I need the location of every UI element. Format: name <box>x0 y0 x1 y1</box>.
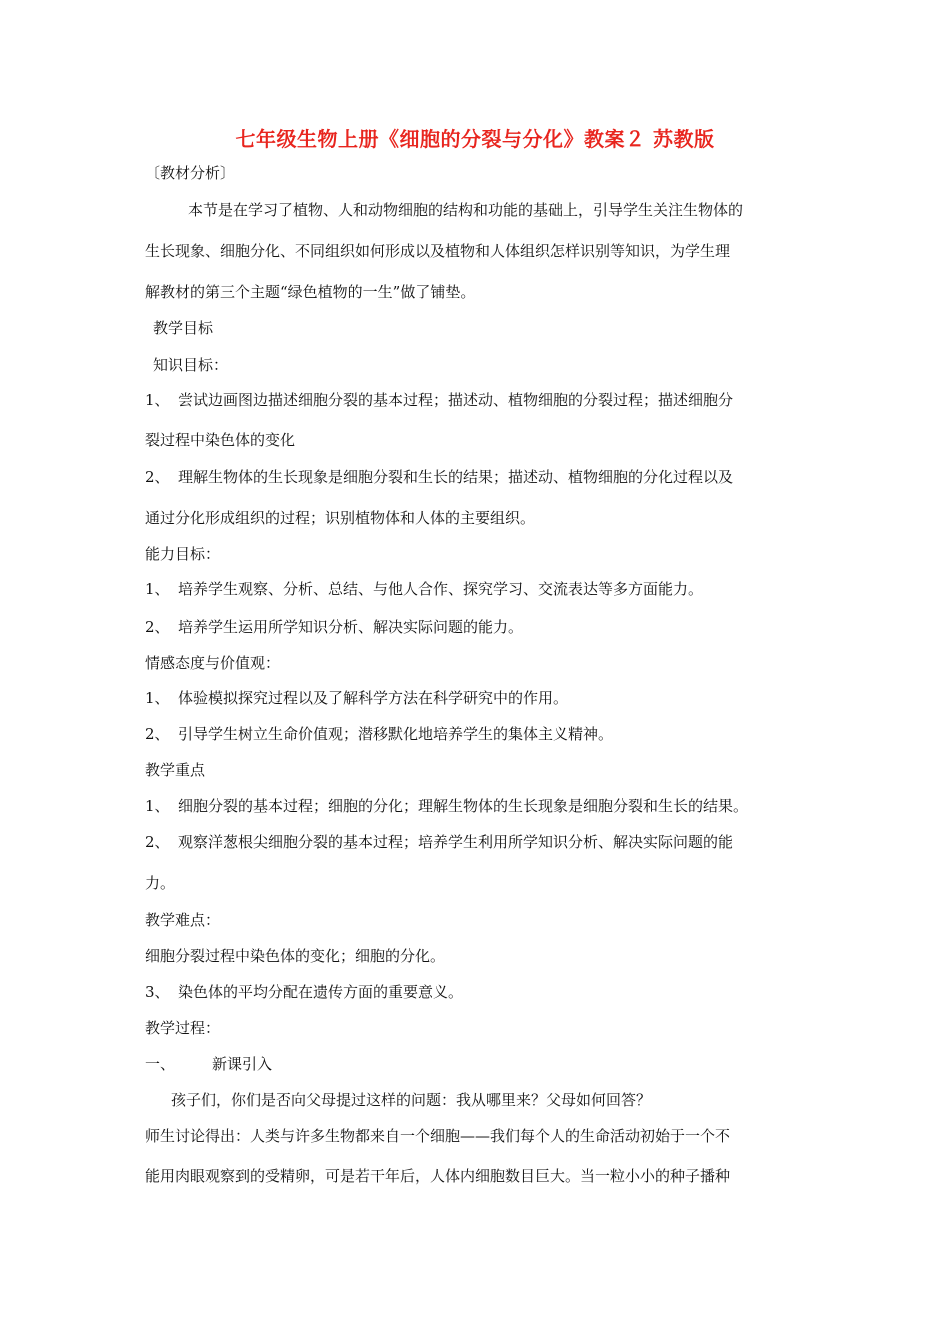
list-item <box>145 724 613 744</box>
subheading-emotion-goals: 情感态度与价值观： <box>145 654 281 672</box>
list-number: 2、 <box>145 725 170 743</box>
list-number: 1、 <box>145 391 170 409</box>
section-heading-key-points: 教学重点 <box>145 761 206 779</box>
paragraph-line: 裂过程中染色体的变化 <box>145 431 296 449</box>
paragraph-line: 师生讨论得出：人类与许多生物都来自一个细胞——我们每个人的生命活动初始于一个不 <box>145 1127 731 1145</box>
paragraph-line: 本节是在学习了植物、人和动物细胞的结构和功能的基础上，引导学生关注生物体的 <box>188 201 744 219</box>
list-item <box>145 832 733 852</box>
paragraph-line: 孩子们，你们是否向父母提过这样的问题：我从哪里来？父母如何回答？ <box>171 1091 652 1109</box>
list-item-text: 培养学生观察、分析、总结、与他人合作、探究学习、交流表达等多方面能力。 <box>178 580 704 598</box>
list-item <box>145 467 733 487</box>
list-item <box>145 796 748 816</box>
section-heading-textbook-analysis: 〔教材分析〕 <box>145 164 236 182</box>
list-item-text: 理解生物体的生长现象是细胞分裂和生长的结果；描述动、植物细胞的分化过程以及 <box>178 468 734 486</box>
paragraph-line: 能用肉眼观察到的受精卵，可是若干年后，人体内细胞数目巨大。当一粒小小的种子播种 <box>145 1167 731 1185</box>
list-number: 1、 <box>145 689 170 707</box>
section-heading-difficulties: 教学难点： <box>145 911 221 929</box>
paragraph-line: 生长现象、细胞分化、不同组织如何形成以及植物和人体组织怎样识别等知识，为学生理 <box>145 242 731 260</box>
list-item-text: 尝试边画图边描述细胞分裂的基本过程；描述动、植物细胞的分裂过程；描述细胞分 <box>178 391 734 409</box>
list-item-text: 新课引入 <box>212 1055 273 1073</box>
paragraph-line: 通过分化形成组织的过程；识别植物体和人体的主要组织。 <box>145 509 536 527</box>
list-item-text: 染色体的平均分配在遗传方面的重要意义。 <box>178 983 464 1001</box>
list-number: 2、 <box>145 618 170 636</box>
subheading-ability-goals: 能力目标： <box>145 545 221 563</box>
list-number: 1、 <box>145 580 170 598</box>
paragraph-line: 细胞分裂过程中染色体的变化；细胞的分化。 <box>145 947 446 965</box>
list-item-text: 培养学生运用所学知识分析、解决实际问题的能力。 <box>178 618 524 636</box>
list-item <box>145 688 568 708</box>
paragraph-line: 解教材的第三个主题“绿色植物的一生”做了铺垫。 <box>145 283 476 301</box>
list-item <box>145 579 703 599</box>
list-item <box>145 1054 272 1074</box>
list-number: 2、 <box>145 833 170 851</box>
list-number: 3、 <box>145 983 170 1001</box>
subheading-knowledge-goals: 知识目标： <box>153 356 229 374</box>
list-item-text: 体验模拟探究过程以及了解科学方法在科学研究中的作用。 <box>178 689 569 707</box>
list-item-text: 观察洋葱根尖细胞分裂的基本过程；培养学生利用所学知识分析、解决实际问题的能 <box>178 833 734 851</box>
list-number: 1、 <box>145 797 170 815</box>
list-item <box>145 982 463 1002</box>
section-heading-teaching-goals: 教学目标 <box>153 319 214 337</box>
section-heading-teaching-process: 教学过程： <box>145 1019 221 1037</box>
list-item <box>145 617 523 637</box>
paragraph-line: 力。 <box>145 874 176 892</box>
list-number: 2、 <box>145 468 170 486</box>
list-item-text: 细胞分裂的基本过程；细胞的分化；理解生物体的生长现象是细胞分裂和生长的结果。 <box>178 797 749 815</box>
list-item-text: 引导学生树立生命价值观；潜移默化地培养学生的集体主义精神。 <box>178 725 614 743</box>
list-item <box>145 390 733 410</box>
list-number: 一、 <box>145 1055 176 1073</box>
document-title: 七年级生物上册《细胞的分裂与分化》教案２ 苏教版 <box>235 127 715 151</box>
